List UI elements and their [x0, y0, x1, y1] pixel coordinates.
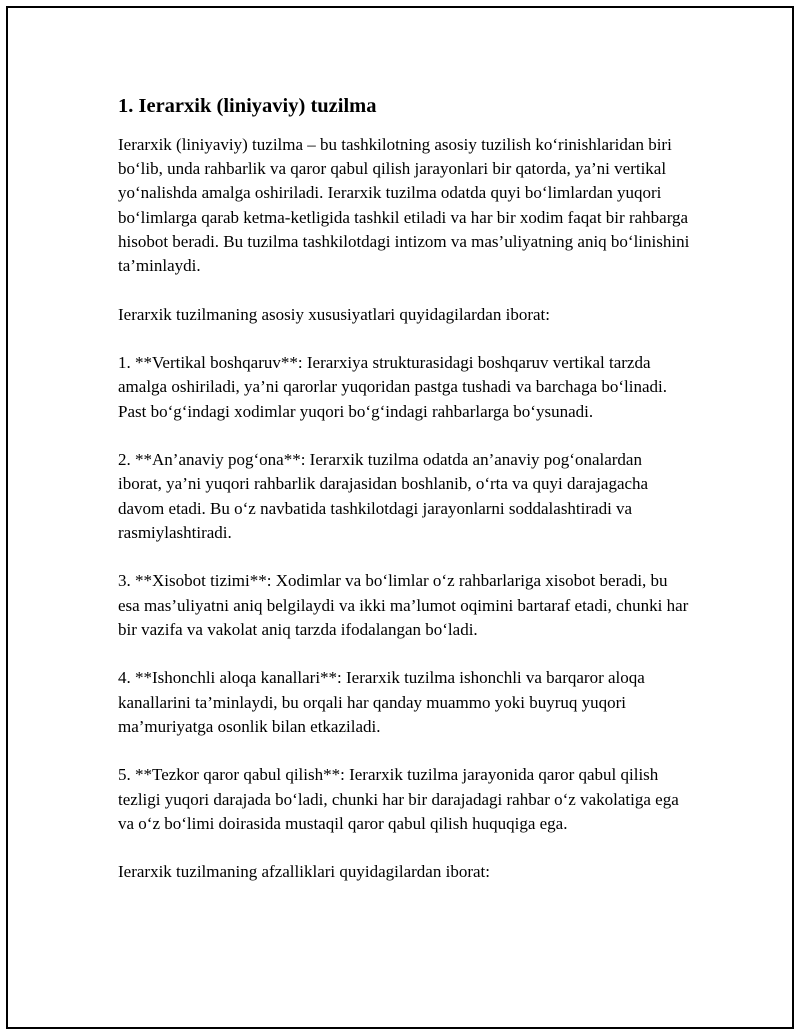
features-lead-paragraph: Ierarxik tuzilmaning asosiy xususiyatlari quyidagilardan iborat:	[118, 304, 550, 324]
section-heading: 1. Ierarxik (liniyaviy) tuzilma	[118, 95, 377, 117]
feature-item-2: 2. **An’anaviy pog‘ona**: Ierarxik tuzilma odatda an’anaviy pog‘onalardan iborat, ya’ni yuqori rahbarlik darajasidan boshlanib, o‘rta va quyi darajagacha davom etadi. Bu o‘z navbatida tashkilotdagi jarayonlarni soddalashtiradi va rasmiylashtiradi.	[118, 450, 649, 542]
feature-item-5: 5. **Tezkor qaror qabul qilish**: Ierarxik tuzilma jarayonida qaror qabul qilish tezligi yuqori darajada bo‘ladi, chunki har bir darajadagi rahbar o‘z vakolatiga ega va o‘z bo‘limi doirasida mustaqil qaror qabul qilish huquqiga ega.	[118, 765, 679, 833]
feature-item-1: 1. **Vertikal boshqaruv**: Ierarxiya strukturasidagi boshqaruv vertikal tarzda amalga oshiriladi, ya’ni qarorlar yuqoridan pastga tushadi va barchaga bo‘linadi. Past bo‘g‘indagi xodimlar yuqori bo‘g‘indagi rahbarlarga bo‘ysunadi.	[118, 353, 668, 421]
feature-item-3: 3. **Xisobot tizimi**: Xodimlar va bo‘limlar o‘z rahbarlariga xisobot beradi, bu esa mas’uliyatni aniq belgilaydi va ikki ma’lumot oqimini bartaraf etadi, chunki har bir vazifa va vakolat aniq tarzda ifodalangan bo‘ladi.	[118, 571, 689, 639]
advantages-lead-paragraph: Ierarxik tuzilmaning afzalliklari quyidagilardan iborat:	[118, 862, 490, 882]
document-body	[118, 93, 690, 909]
feature-item-4: 4. **Ishonchli aloqa kanallari**: Ierarxik tuzilma ishonchli va barqaror aloqa kanallarini ta’minlaydi, bu orqali har qanday muammo yoki buyruq yuqori ma’muriyatga osonlik bilan etkaziladi.	[118, 668, 645, 736]
intro-paragraph: Ierarxik (liniyaviy) tuzilma – bu tashkilotning asosiy tuzilish ko‘rinishlaridan biri bo‘lib, unda rahbarlik va qaror qabul qilish jarayonlari bir qatorda, ya’ni vertikal yo‘nalishda amalga oshiriladi. Ierarxik tuzilma odatda quyi bo‘limlardan yuqori bo‘limlarga qarab ketma-ketligida tashkil etiladi va har bir xodim faqat bir rahbarga hisobot beradi. Bu tuzilma tashkilotdagi intizom va mas’uliyatning aniq bo‘linishini ta’minlaydi.	[118, 135, 690, 276]
